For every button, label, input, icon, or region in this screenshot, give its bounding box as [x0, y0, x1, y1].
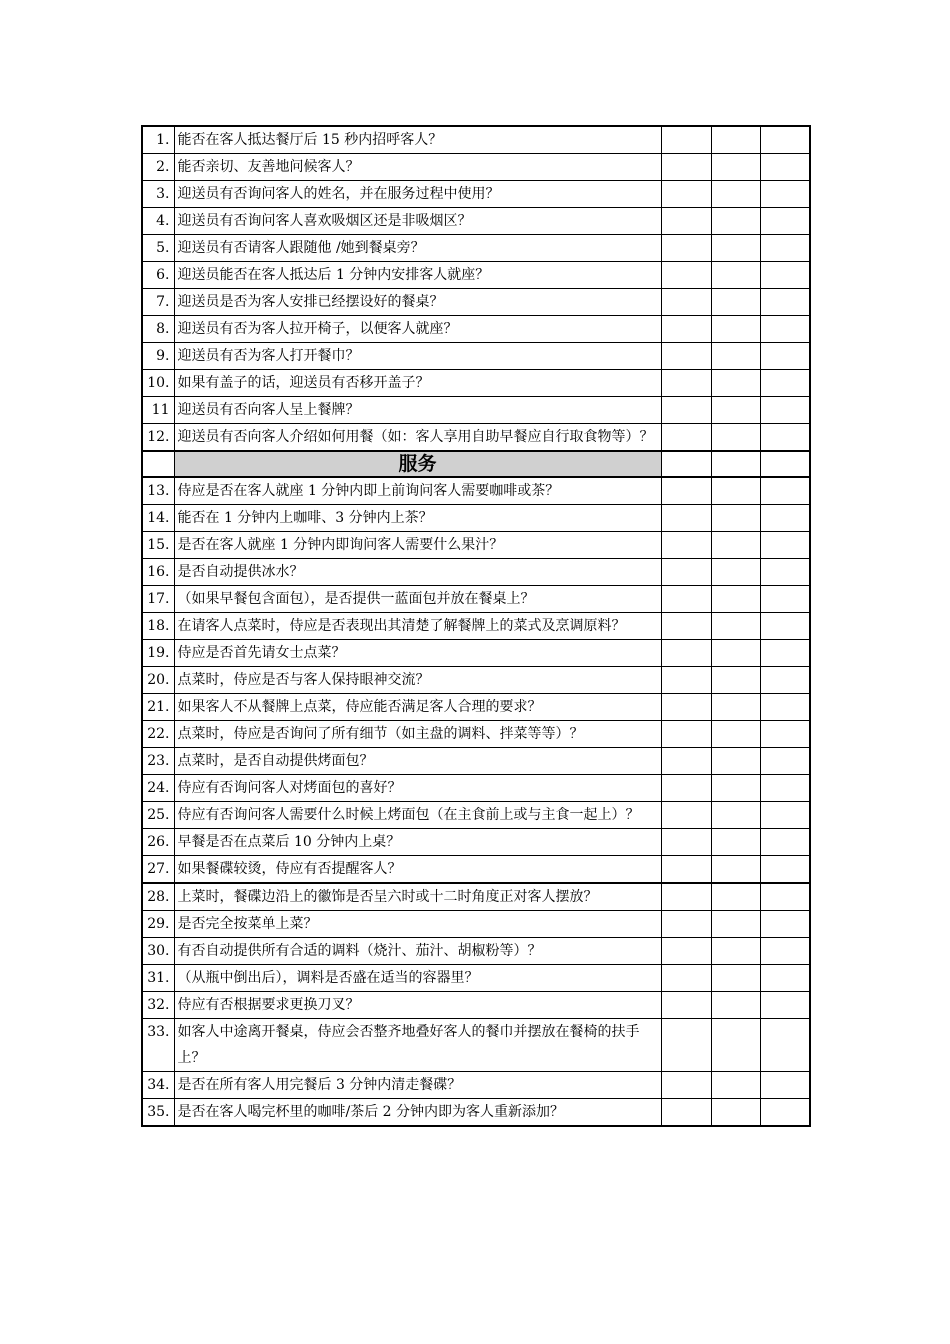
check-cell[interactable]: [711, 181, 760, 208]
table-row: [142, 586, 810, 613]
check-cell[interactable]: [760, 640, 810, 667]
check-cell[interactable]: [711, 613, 760, 640]
check-cell[interactable]: [661, 505, 711, 532]
item-number: 19.: [142, 640, 174, 667]
table-row: [142, 289, 810, 316]
check-cell[interactable]: [711, 721, 760, 748]
table-row: [142, 154, 810, 181]
check-cell[interactable]: [760, 586, 810, 613]
check-cell[interactable]: [760, 559, 810, 586]
check-cell[interactable]: [760, 721, 810, 748]
table-row: [142, 343, 810, 370]
item-question: 点菜时，侍应是否与客人保持眼神交流？: [174, 667, 661, 694]
item-number: 27.: [142, 856, 174, 884]
check-cell[interactable]: [711, 289, 760, 316]
check-cell[interactable]: [711, 424, 760, 452]
item-number: 26.: [142, 829, 174, 856]
check-cell[interactable]: [711, 965, 760, 992]
check-cell[interactable]: [661, 370, 711, 397]
item-question: 迎送员有否向客人呈上餐牌？: [174, 397, 661, 424]
check-cell[interactable]: [760, 1099, 810, 1127]
check-cell[interactable]: [711, 1072, 760, 1099]
check-cell[interactable]: [661, 965, 711, 992]
item-question: 如客人中途离开餐桌，侍应会否整齐地叠好客人的餐巾并摆放在餐椅的扶手上？: [174, 1019, 661, 1072]
check-cell[interactable]: [760, 532, 810, 559]
item-number: 22.: [142, 721, 174, 748]
item-question: 迎送员能否在客人抵达后 1 分钟内安排客人就座？: [174, 262, 661, 289]
table-row: [142, 126, 810, 154]
table-row: [142, 262, 810, 289]
check-cell[interactable]: [711, 126, 760, 154]
item-question: 是否在客人就座 1 分钟内即询问客人需要什么果汁？: [174, 532, 661, 559]
check-cell[interactable]: [711, 911, 760, 938]
table-row: [142, 477, 810, 505]
check-cell[interactable]: [760, 343, 810, 370]
check-cell: [661, 451, 711, 477]
check-cell[interactable]: [661, 992, 711, 1019]
item-question: 迎送员是否为客人安排已经摆设好的餐桌？: [174, 289, 661, 316]
table-row: [142, 1099, 810, 1127]
table-row: [142, 1072, 810, 1099]
check-cell[interactable]: [661, 694, 711, 721]
check-cell[interactable]: [711, 586, 760, 613]
check-cell[interactable]: [711, 1099, 760, 1127]
check-cell[interactable]: [711, 316, 760, 343]
item-number: 1.: [142, 126, 174, 154]
item-question: 迎送员有否请客人跟随他 /她到餐桌旁？: [174, 235, 661, 262]
check-cell[interactable]: [661, 938, 711, 965]
item-question: 有否自动提供所有合适的调料（烧汁、茄汁、胡椒粉等）？: [174, 938, 661, 965]
section-title: 服务: [174, 451, 661, 477]
table-row: [142, 208, 810, 235]
item-number: 31.: [142, 965, 174, 992]
table-row: [142, 424, 810, 452]
check-cell[interactable]: [661, 883, 711, 911]
item-number: 30.: [142, 938, 174, 965]
item-question: 迎送员有否为客人打开餐巾？: [174, 343, 661, 370]
item-question: 迎送员有否询问客人的姓名，并在服务过程中使用？: [174, 181, 661, 208]
table-row: [142, 775, 810, 802]
check-cell[interactable]: [661, 262, 711, 289]
item-question: 在请客人点菜时，侍应是否表现出其清楚了解餐牌上的菜式及烹调原料？: [174, 613, 661, 640]
check-cell[interactable]: [760, 126, 810, 154]
check-cell[interactable]: [760, 883, 810, 911]
check-cell[interactable]: [760, 316, 810, 343]
table-row: [142, 938, 810, 965]
table-row: [142, 829, 810, 856]
check-cell[interactable]: [760, 856, 810, 884]
section-num-cell: [142, 451, 174, 477]
table-row: [142, 235, 810, 262]
check-cell[interactable]: [711, 370, 760, 397]
check-cell[interactable]: [661, 532, 711, 559]
check-cell[interactable]: [760, 911, 810, 938]
item-question: 迎送员有否向客人介绍如何用餐（如：客人享用自助早餐应自行取食物等）？: [174, 424, 661, 452]
item-number: 23.: [142, 748, 174, 775]
item-question: 迎送员有否询问客人喜欢吸烟区还是非吸烟区？: [174, 208, 661, 235]
item-question: 能否在 1 分钟内上咖啡、3 分钟内上茶？: [174, 505, 661, 532]
item-number: 2.: [142, 154, 174, 181]
check-cell[interactable]: [661, 181, 711, 208]
check-cell[interactable]: [760, 1072, 810, 1099]
check-cell[interactable]: [760, 262, 810, 289]
check-cell[interactable]: [711, 694, 760, 721]
section-header-row: [142, 451, 810, 477]
item-number: 6.: [142, 262, 174, 289]
check-cell[interactable]: [760, 802, 810, 829]
check-cell[interactable]: [661, 235, 711, 262]
item-number: 15.: [142, 532, 174, 559]
check-cell[interactable]: [711, 883, 760, 911]
check-cell[interactable]: [760, 613, 810, 640]
item-question: 侍应是否在客人就座 1 分钟内即上前询问客人需要咖啡或茶？: [174, 477, 661, 505]
item-question: （如果早餐包含面包），是否提供一蓝面包并放在餐桌上？: [174, 586, 661, 613]
item-number: 5.: [142, 235, 174, 262]
check-cell[interactable]: [760, 505, 810, 532]
check-cell[interactable]: [711, 559, 760, 586]
check-cell[interactable]: [711, 992, 760, 1019]
item-number: 32.: [142, 992, 174, 1019]
check-cell[interactable]: [711, 640, 760, 667]
item-number: 4.: [142, 208, 174, 235]
check-cell[interactable]: [760, 829, 810, 856]
item-question: 点菜时，是否自动提供烤面包？: [174, 748, 661, 775]
table-row: [142, 370, 810, 397]
item-number: 28.: [142, 883, 174, 911]
check-cell[interactable]: [711, 208, 760, 235]
item-question: 迎送员有否为客人拉开椅子，以便客人就座？: [174, 316, 661, 343]
check-cell[interactable]: [760, 965, 810, 992]
item-number: 3.: [142, 181, 174, 208]
check-cell[interactable]: [760, 397, 810, 424]
table-row: [142, 1019, 810, 1072]
item-question: 能否亲切、友善地问候客人？: [174, 154, 661, 181]
item-number: 10.: [142, 370, 174, 397]
item-question: 是否自动提供冰水？: [174, 559, 661, 586]
item-number: 13.: [142, 477, 174, 505]
table-row: [142, 802, 810, 829]
item-question: 能否在客人抵达餐厅后 15 秒内招呼客人？: [174, 126, 661, 154]
item-question: 是否在客人喝完杯里的咖啡/茶后 2 分钟内即为客人重新添加？: [174, 1099, 661, 1127]
item-question: 侍应有否询问客人对烤面包的喜好？: [174, 775, 661, 802]
service-items: [142, 477, 810, 1126]
check-cell[interactable]: [661, 802, 711, 829]
check-cell[interactable]: [760, 477, 810, 505]
check-cell[interactable]: [661, 208, 711, 235]
check-cell[interactable]: [711, 262, 760, 289]
check-cell[interactable]: [711, 748, 760, 775]
check-cell[interactable]: [661, 667, 711, 694]
item-number: 11: [142, 397, 174, 424]
table-row: [142, 397, 810, 424]
check-cell[interactable]: [661, 856, 711, 884]
check-cell[interactable]: [711, 154, 760, 181]
check-cell[interactable]: [661, 1072, 711, 1099]
item-question: 如果有盖子的话，迎送员有否移开盖子？: [174, 370, 661, 397]
item-number: 21.: [142, 694, 174, 721]
table-row: [142, 965, 810, 992]
check-cell[interactable]: [760, 154, 810, 181]
table-row: [142, 667, 810, 694]
check-cell[interactable]: [760, 667, 810, 694]
item-number: 12.: [142, 424, 174, 452]
table-row: [142, 316, 810, 343]
check-cell[interactable]: [661, 748, 711, 775]
check-cell[interactable]: [760, 938, 810, 965]
item-number: 33.: [142, 1019, 174, 1072]
check-cell[interactable]: [760, 208, 810, 235]
check-cell[interactable]: [760, 748, 810, 775]
check-cell[interactable]: [711, 532, 760, 559]
check-cell: [760, 451, 810, 477]
check-cell[interactable]: [661, 397, 711, 424]
check-cell[interactable]: [711, 397, 760, 424]
check-cell[interactable]: [760, 694, 810, 721]
item-number: 9.: [142, 343, 174, 370]
table-row: [142, 911, 810, 938]
check-cell[interactable]: [711, 829, 760, 856]
check-cell[interactable]: [661, 126, 711, 154]
check-cell[interactable]: [711, 477, 760, 505]
check-cell[interactable]: [760, 289, 810, 316]
item-number: 14.: [142, 505, 174, 532]
item-question: （从瓶中倒出后），调料是否盛在适当的容器里？: [174, 965, 661, 992]
check-cell: [711, 451, 760, 477]
check-cell[interactable]: [661, 721, 711, 748]
item-question: 侍应是否首先请女士点菜？: [174, 640, 661, 667]
item-number: 16.: [142, 559, 174, 586]
table-row: [142, 613, 810, 640]
check-cell[interactable]: [661, 316, 711, 343]
check-cell[interactable]: [760, 992, 810, 1019]
check-cell[interactable]: [711, 802, 760, 829]
check-cell[interactable]: [661, 424, 711, 452]
table-row: [142, 181, 810, 208]
table-row: [142, 694, 810, 721]
check-cell[interactable]: [661, 775, 711, 802]
item-number: 20.: [142, 667, 174, 694]
check-cell[interactable]: [711, 343, 760, 370]
item-number: 17.: [142, 586, 174, 613]
check-cell[interactable]: [760, 424, 810, 452]
item-question: 点菜时，侍应是否询问了所有细节（如主盘的调料、拌菜等等）？: [174, 721, 661, 748]
table-row: [142, 640, 810, 667]
item-number: 7.: [142, 289, 174, 316]
check-cell[interactable]: [661, 154, 711, 181]
check-cell[interactable]: [711, 667, 760, 694]
item-question: 如果客人不从餐牌上点菜，侍应能否满足客人合理的要求？: [174, 694, 661, 721]
item-number: 24.: [142, 775, 174, 802]
item-number: 34.: [142, 1072, 174, 1099]
check-cell[interactable]: [760, 181, 810, 208]
check-cell[interactable]: [661, 343, 711, 370]
check-cell[interactable]: [711, 775, 760, 802]
check-cell[interactable]: [711, 235, 760, 262]
item-question: 是否完全按菜单上菜？: [174, 911, 661, 938]
item-question: 早餐是否在点菜后 10 分钟内上桌？: [174, 829, 661, 856]
table-row: [142, 721, 810, 748]
item-number: 29.: [142, 911, 174, 938]
item-question: 侍应有否根据要求更换刀叉？: [174, 992, 661, 1019]
item-question: 侍应有否询问客人需要什么时候上烤面包（在主食前上或与主食一起上）？: [174, 802, 661, 829]
item-number: 8.: [142, 316, 174, 343]
table-row: [142, 505, 810, 532]
table-row: [142, 748, 810, 775]
check-cell[interactable]: [661, 911, 711, 938]
item-number: 25.: [142, 802, 174, 829]
greeting-items: [142, 126, 810, 451]
check-cell[interactable]: [661, 289, 711, 316]
check-cell[interactable]: [711, 856, 760, 884]
checklist-table: [141, 125, 811, 1127]
check-cell[interactable]: [760, 370, 810, 397]
table-row: [142, 992, 810, 1019]
check-cell[interactable]: [661, 586, 711, 613]
table-row: [142, 856, 810, 884]
check-cell[interactable]: [661, 559, 711, 586]
check-cell[interactable]: [661, 613, 711, 640]
item-question: 是否在所有客人用完餐后 3 分钟内清走餐碟？: [174, 1072, 661, 1099]
item-number: 35.: [142, 1099, 174, 1127]
table-row: [142, 559, 810, 586]
check-cell[interactable]: [760, 775, 810, 802]
check-cell[interactable]: [711, 1019, 760, 1072]
check-cell[interactable]: [711, 505, 760, 532]
check-cell[interactable]: [661, 1099, 711, 1127]
item-number: 18.: [142, 613, 174, 640]
check-cell[interactable]: [661, 1019, 711, 1072]
check-cell[interactable]: [760, 235, 810, 262]
table-row: [142, 532, 810, 559]
check-cell[interactable]: [760, 1019, 810, 1072]
check-cell[interactable]: [661, 477, 711, 505]
check-cell[interactable]: [711, 938, 760, 965]
table-row: [142, 883, 810, 911]
item-question: 上菜时，餐碟边沿上的徽饰是否呈六时或十二时角度正对客人摆放？: [174, 883, 661, 911]
check-cell[interactable]: [661, 829, 711, 856]
check-cell[interactable]: [661, 640, 711, 667]
item-question: 如果餐碟较烫，侍应有否提醒客人？: [174, 856, 661, 884]
